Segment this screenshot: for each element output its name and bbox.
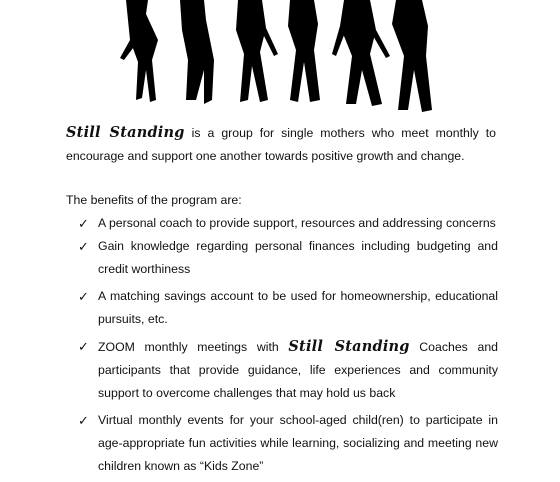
benefit-text-part: ZOOM monthly meetings with bbox=[98, 340, 289, 354]
list-item bbox=[78, 212, 498, 235]
benefit-text: Virtual monthly events for your school-aged child(ren) to participate in age-appropriate fun activities while learning, socializing and meeting new children known as “Kids Zone” bbox=[98, 413, 498, 473]
check-icon: ✓ bbox=[78, 413, 89, 428]
women-silhouettes-image bbox=[100, 0, 450, 115]
benefits-list bbox=[78, 212, 498, 482]
list-item bbox=[78, 235, 498, 281]
benefits-heading: The benefits of the program are: bbox=[66, 193, 242, 207]
brand-name: Still Standing bbox=[288, 338, 410, 355]
check-icon: ✓ bbox=[78, 216, 89, 231]
benefit-text-part: Coaches and participants that provide guidance, life experiences and community support to overcome challenges that may hold us back bbox=[98, 340, 498, 400]
list-item bbox=[78, 335, 498, 405]
list-item bbox=[78, 409, 498, 478]
check-icon: ✓ bbox=[78, 239, 89, 254]
check-icon: ✓ bbox=[78, 339, 89, 354]
intro-text: is a group for single mothers who meet monthly to encourage and support one another towards positive growth and change. bbox=[66, 126, 496, 163]
benefit-text bbox=[98, 335, 498, 405]
intro-paragraph bbox=[66, 121, 496, 168]
check-icon: ✓ bbox=[78, 289, 89, 304]
benefit-text: A matching savings account to be used for homeownership, educational pursuits, etc. bbox=[98, 289, 498, 326]
brand-name: Still Standing bbox=[66, 124, 185, 141]
benefit-text: A personal coach to provide support, resources and addressing concerns bbox=[98, 216, 496, 230]
benefit-text: Gain knowledge regarding personal finances including budgeting and credit worthiness bbox=[98, 239, 498, 276]
list-item bbox=[78, 285, 498, 331]
silhouettes-graphic bbox=[100, 0, 450, 115]
